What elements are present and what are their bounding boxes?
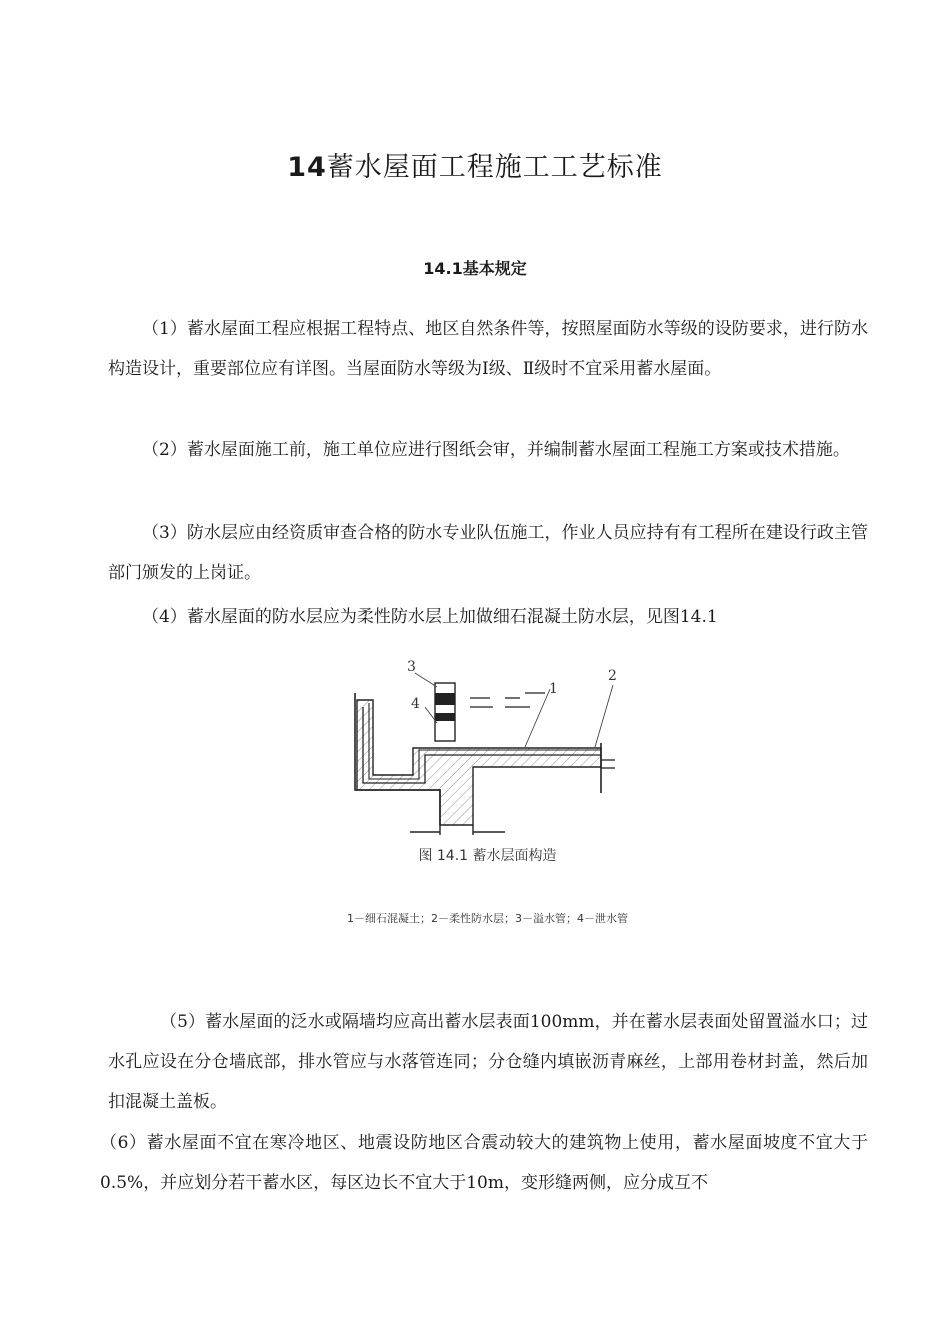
figure-label-4: 4 (411, 696, 420, 712)
paragraph-1: （1）蓄水屋面工程应根据工程特点、地区自然条件等，按照屋面防水等级的设防要求，进行防水构造设计，重要部位应有详图。当屋面防水等级为Ⅰ级、Ⅱ级时不宜采用蓄水屋面。 (108, 319, 868, 379)
title-number: 14 (287, 152, 327, 183)
figure-label-1: 1 (549, 681, 558, 697)
waterproof-layer (363, 707, 601, 783)
figure-label-2: 2 (608, 668, 617, 684)
figure-legend: 1－细石混凝土；2－柔性防水层；3－溢水管；4－泄水管 (347, 912, 628, 925)
section-title (0, 256, 950, 279)
title-text: 蓄水屋面工程施工工艺标准 (326, 152, 663, 183)
page-title (0, 145, 950, 184)
section-text: 基本规定 (462, 259, 527, 278)
figure-caption: 图 14.1 蓄水层面构造 (418, 848, 557, 864)
paragraph-3: （3）防水层应由经资质审查合格的防水专业队伍施工，作业人员应持有有工程所在建设行政主管部门颁发的上岗证。 (108, 523, 868, 583)
roof-section-figure (345, 655, 635, 840)
figure-label-3: 3 (407, 659, 416, 675)
section-number: 14.1 (423, 259, 463, 278)
paragraph-5: （5）蓄水屋面的泛水或隔墙均应高出蓄水层表面100mm，并在蓄水层表面处留置溢水口；过水孔应设在分仓墙底部，排水管应与水落管连同；分仓缝内填嵌沥青麻丝，上部用卷材封盖，然后加扣混凝土盖板。 (108, 1012, 868, 1112)
paragraph-6: （6）蓄水屋面不宜在寒冷地区、地震设防地区合震动较大的建筑物上使用，蓄水屋面坡度不宜大于0.5%，并应划分若干蓄水区，每区边长不宜大于10m，变形缝两侧，应分成互不 (100, 1133, 868, 1193)
paragraph-2: （2）蓄水屋面施工前，施工单位应进行图纸会审，并编制蓄水屋面工程施工方案或技术措施。 (142, 440, 850, 460)
concrete-slab (357, 700, 601, 825)
paragraph-4: （4）蓄水屋面的防水层应为柔性防水层上加做细石混凝土防水层，见图14.1 (142, 607, 718, 627)
overflow-pipe (435, 683, 455, 741)
